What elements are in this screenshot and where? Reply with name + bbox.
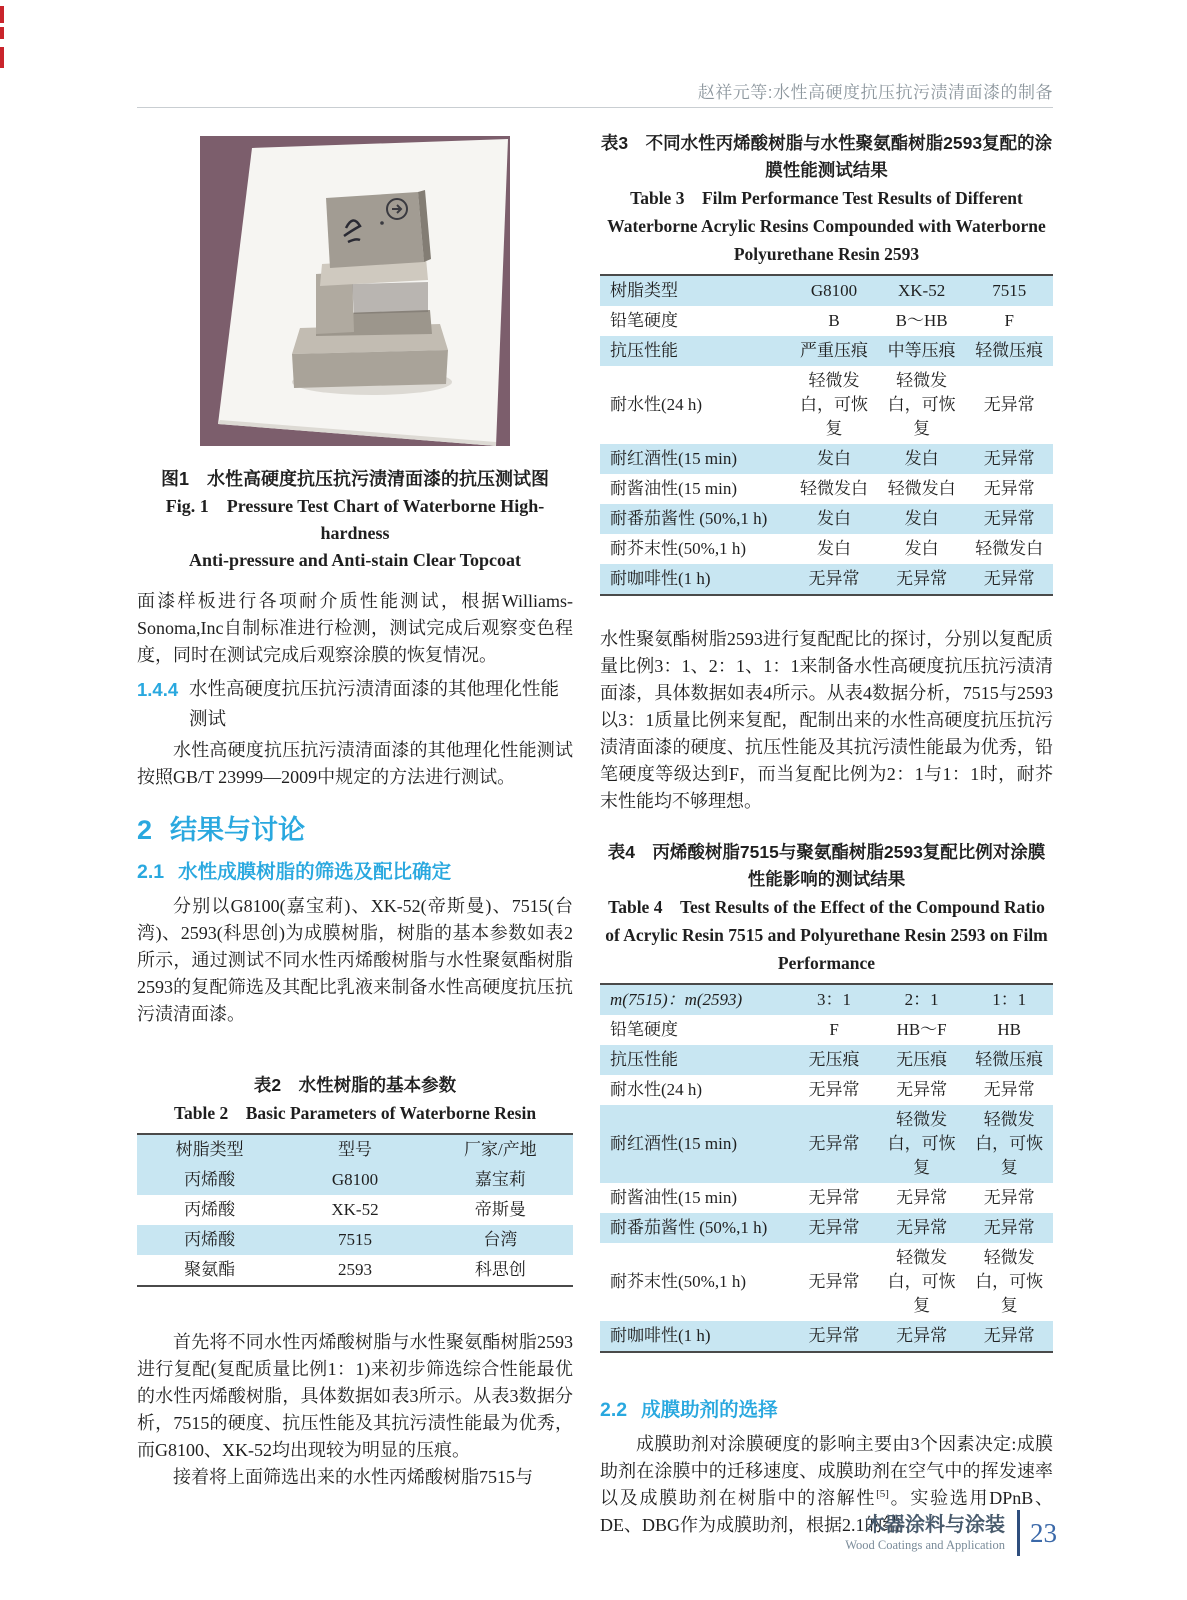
- cell: 无异常: [896, 1218, 948, 1237]
- cell: 中等压痕: [887, 341, 956, 360]
- table-row: [600, 336, 1053, 366]
- cell: 轻微发白: [800, 479, 869, 498]
- row-label: 树脂类型: [610, 281, 678, 300]
- table3-title-zh: 表3 不同水性丙烯酸树脂与水性聚氨酯树脂2593复配的涂膜性能测试结果: [600, 133, 1053, 180]
- cell: 丙烯酸: [184, 1230, 236, 1249]
- table-row: [137, 1195, 573, 1225]
- cell: 无异常: [808, 1134, 860, 1153]
- cell: XK-52: [331, 1200, 379, 1219]
- paragraph-text: 成膜助剂对涂膜硬度的影响主要由3个因素决定:成膜助剂在涂膜中的迁移速度、成膜助剂在空气中的挥发速率以及成膜助剂在树脂中的溶解性: [600, 1434, 1053, 1508]
- table-row: [600, 1321, 1053, 1352]
- paragraph-text: 。实验选用DPnB、DE、DBG作为成膜助剂，根据2.1的结: [600, 1488, 1054, 1535]
- cell: 轻微发白，可恢复: [887, 371, 956, 438]
- cell: 发白: [817, 539, 852, 558]
- table2: [137, 1133, 573, 1287]
- cell: 帝斯曼: [474, 1200, 526, 1219]
- figure1-caption-en: Fig. 1 Pressure Test Chart of Waterborne High-hardness: [165, 496, 545, 543]
- running-head: 赵祥元等:水性高硬度抗压抗污渍清面漆的制备: [697, 83, 1053, 102]
- cell: XK-52: [898, 281, 946, 300]
- paragraph: 接着将上面筛选出来的水性丙烯酸树脂7515与: [173, 1467, 533, 1487]
- pressure-test-photo: [200, 136, 510, 446]
- cell: 发白: [817, 449, 852, 468]
- cell: 轻微发白，可恢复: [800, 371, 869, 438]
- cell: 无异常: [896, 1326, 948, 1345]
- table3: [600, 274, 1053, 596]
- cell: 无异常: [983, 1218, 1035, 1237]
- paragraph: 分别以G8100(嘉宝莉)、XK-52(帝斯曼)、7515(台湾)、2593(科思创)为成膜树脂，树脂的基本参数如表2所示，通过测试不同水性丙烯酸树脂与水性聚氨酯树脂2593的复配筛选及其配比乳液来制备水性高硬度抗压抗污渍清面漆。: [137, 896, 573, 1024]
- table-header-row: [600, 275, 1053, 306]
- table3-title-en: Table 3 Film Performance Test Results of Different Waterborne Acrylic Resins Compounded with Waterborne Polyurethane Resin 2593: [607, 188, 1046, 264]
- cell: 发白: [817, 509, 852, 528]
- cell: B: [828, 311, 840, 330]
- paragraph: 水性聚氨酯树脂2593进行复配配比的探讨，分别以复配质量比例3：1、2：1、1：1来制备水性高硬度抗压抗污渍清面漆，具体数据如表4所示。从表4数据分析，7515与2593以3：1质量比例来复配，配制出来的水性高硬度抗压抗污渍清面漆的硬度、抗压性能及其抗污渍性能最为优秀，铅笔硬度等级达到F，而当复配比例为2：1与1：1时，耐芥末性能均不够理想。: [600, 629, 1053, 811]
- figure1-caption-en2: Anti-pressure and Anti-stain Clear Topcoat: [188, 550, 522, 570]
- row-label: 耐酱油性(15 min): [610, 479, 738, 498]
- cell: 轻微压痕: [975, 1050, 1044, 1069]
- cell: 2：1: [904, 990, 939, 1009]
- section-number: 2.2: [600, 1399, 628, 1421]
- cell: 无异常: [808, 1326, 860, 1345]
- table-row: [600, 1213, 1053, 1243]
- journal-name-en: Wood Coatings and Application: [845, 1538, 1005, 1552]
- row-label: m(7515)：m(2593): [610, 990, 743, 1009]
- cell: 无压痕: [808, 1050, 860, 1069]
- row-label: 抗压性能: [610, 341, 678, 360]
- row-label: 耐咖啡性(1 h): [610, 569, 711, 588]
- page-edge-mark: [0, 27, 4, 39]
- right-column: [600, 112, 1053, 1539]
- heading-number: 1.4.4: [137, 679, 179, 700]
- row-label: 铅笔硬度: [610, 1020, 678, 1039]
- row-label: 耐水性(24 h): [610, 395, 703, 414]
- cell: 无异常: [983, 1080, 1035, 1099]
- cell: 3：1: [817, 990, 852, 1009]
- table-row: [600, 306, 1053, 336]
- cell: 无异常: [808, 569, 860, 588]
- cell: 7515: [337, 1230, 372, 1249]
- row-label: 耐红酒性(15 min): [610, 1134, 738, 1153]
- section-2-2-heading: [600, 1397, 1053, 1423]
- cell: 无异常: [983, 449, 1035, 468]
- table-row: [600, 444, 1053, 474]
- heading-text: 水性高硬度抗压抗污渍清面漆的其他理化性能测试: [189, 680, 560, 730]
- row-label: 耐芥末性(50%,1 h): [610, 539, 746, 558]
- table2-block: [137, 1072, 573, 1287]
- page-edge-mark: [0, 47, 4, 68]
- cell: 台湾: [483, 1230, 518, 1249]
- section-2-1-heading: [137, 859, 573, 885]
- clamp-recess: [352, 282, 428, 314]
- row-label: 耐番茄酱性 (50%,1 h): [610, 509, 768, 528]
- table-row: [600, 474, 1053, 504]
- table2-title-zh: 表2 水性树脂的基本参数: [253, 1075, 457, 1095]
- cell: 无异常: [983, 509, 1035, 528]
- cell: 7515: [992, 281, 1027, 300]
- table-row: [600, 1075, 1053, 1105]
- cell: 无异常: [983, 1326, 1035, 1345]
- citation-5: [5]: [876, 1488, 889, 1500]
- row-label: 耐芥末性(50%,1 h): [610, 1272, 746, 1291]
- row-label: 耐红酒性(15 min): [610, 449, 738, 468]
- table-row: [600, 1105, 1053, 1183]
- table-row: [600, 366, 1053, 444]
- table-row: [600, 1243, 1053, 1321]
- table-row: [600, 1045, 1053, 1075]
- cell: 丙烯酸: [184, 1170, 236, 1189]
- cell: 无异常: [896, 1080, 948, 1099]
- cell: 无压痕: [896, 1050, 948, 1069]
- cell: 无异常: [983, 569, 1035, 588]
- cell: 无异常: [983, 395, 1035, 414]
- column-header: 厂家/产地: [463, 1140, 537, 1159]
- cell: 轻微发白，可恢复: [887, 1248, 956, 1315]
- table-header-row: [137, 1134, 573, 1165]
- cell: 发白: [904, 539, 939, 558]
- cell: 轻微发白: [975, 539, 1044, 558]
- cell: 无异常: [808, 1188, 860, 1207]
- cell: HB: [997, 1020, 1021, 1039]
- section-2-heading: [137, 813, 573, 847]
- row-label: 耐咖啡性(1 h): [610, 1326, 711, 1345]
- cell: F: [1004, 311, 1014, 330]
- footer-divider: [1017, 1510, 1020, 1556]
- row-label: 耐酱油性(15 min): [610, 1188, 738, 1207]
- journal-name: [845, 1513, 1005, 1553]
- section-title: 水性成膜树脂的筛选及配比确定: [178, 861, 452, 883]
- column-header: 树脂类型: [175, 1140, 244, 1159]
- page-edge-mark: [0, 6, 4, 23]
- cell: 无异常: [896, 1188, 948, 1207]
- cell: 嘉宝莉: [474, 1170, 526, 1189]
- table-row: [137, 1255, 573, 1286]
- section-number: 2: [137, 815, 153, 845]
- row-label: 耐番茄酱性 (50%,1 h): [610, 1218, 768, 1237]
- section-title: 成膜助剂的选择: [641, 1399, 778, 1421]
- cell: 无异常: [896, 569, 948, 588]
- cell: 严重压痕: [800, 341, 869, 360]
- metal-base-front: [292, 350, 448, 388]
- cell: G8100: [331, 1170, 379, 1189]
- table-row: [600, 534, 1053, 564]
- column-header: 型号: [337, 1140, 372, 1159]
- cell: 轻微发白，可恢复: [887, 1110, 956, 1177]
- table4: [600, 983, 1053, 1353]
- cell: F: [829, 1020, 839, 1039]
- cell: 无异常: [808, 1218, 860, 1237]
- page-footer: [845, 1510, 1057, 1556]
- table-row: [600, 1015, 1053, 1045]
- cell: G8100: [810, 281, 858, 300]
- table2-title-en: Table 2 Basic Parameters of Waterborne Resin: [173, 1103, 537, 1123]
- cell: HB～F: [896, 1020, 947, 1039]
- table4-title-zh: 表4 丙烯酸树脂7515与聚氨酯树脂2593复配比例对涂膜性能影响的测试结果: [607, 842, 1046, 889]
- cell: B～HB: [895, 311, 948, 330]
- table-row: [600, 1183, 1053, 1213]
- cell: 发白: [904, 509, 939, 528]
- cell: 发白: [904, 449, 939, 468]
- cell: 轻微发白: [887, 479, 956, 498]
- figure1: [200, 136, 510, 451]
- row-label: 铅笔硬度: [610, 311, 678, 330]
- paragraph: 水性高硬度抗压抗污渍清面漆的其他理化性能测试按照GB/T 23999—2009中规定的方法进行测试。: [137, 740, 573, 787]
- section-number: 2.1: [137, 861, 165, 883]
- cell: 无异常: [983, 1188, 1035, 1207]
- header-rule: [137, 107, 1053, 108]
- cell: 轻微压痕: [975, 341, 1044, 360]
- journal-name-zh: 木器涂料与涂装: [865, 1514, 1005, 1536]
- row-label: 抗压性能: [610, 1050, 678, 1069]
- cell: 无异常: [808, 1272, 860, 1291]
- cell: 聚氨酯: [184, 1260, 236, 1279]
- heading-1-4-4: [137, 675, 573, 735]
- cell: 无异常: [983, 479, 1035, 498]
- cell: 科思创: [474, 1260, 526, 1279]
- table4-title-en: Table 4 Test Results of the Effect of the Compound Ratio of Acrylic Resin 7515 and Polyurethane Resin 2593 on Film Performance: [605, 897, 1048, 973]
- cell: 轻微发白，可恢复: [975, 1110, 1044, 1177]
- section-title: 结果与讨论: [170, 815, 306, 845]
- cell: 2593: [337, 1260, 372, 1279]
- cell: 轻微发白，可恢复: [975, 1248, 1044, 1315]
- page-body: [137, 112, 1053, 1539]
- cell: 无异常: [808, 1080, 860, 1099]
- row-label: 耐水性(24 h): [610, 1080, 703, 1099]
- table-row: [137, 1225, 573, 1255]
- paragraph: 首先将不同水性丙烯酸树脂与水性聚氨酯树脂2593进行复配(复配质量比例1：1)来初步筛选综合性能最优的水性丙烯酸树脂，具体数据如表3所示。从表3数据分析，7515的硬度、抗压性能及其抗污渍性能最为优秀，而G8100、XK-52均出现较为明显的压痕。: [137, 1332, 573, 1460]
- figure1-caption-zh: 图1 水性高硬度抗压抗污渍清面漆的抗压测试图: [160, 469, 549, 489]
- page-number: 23: [1030, 1517, 1057, 1548]
- table-row: [137, 1165, 573, 1195]
- paragraph: 面漆样板进行各项耐介质性能测试，根据Williams-Sonoma,Inc自制标准进行检测，测试完成后观察变色程度，同时在测试完成后观察涂膜的恢复情况。: [137, 591, 573, 665]
- table-row: [600, 564, 1053, 595]
- cell: 丙烯酸: [184, 1200, 236, 1219]
- table-header-row: [600, 984, 1053, 1015]
- metal-cube: [326, 192, 424, 268]
- table-row: [600, 504, 1053, 534]
- cell: 1：1: [992, 990, 1027, 1009]
- left-column: [137, 112, 573, 1539]
